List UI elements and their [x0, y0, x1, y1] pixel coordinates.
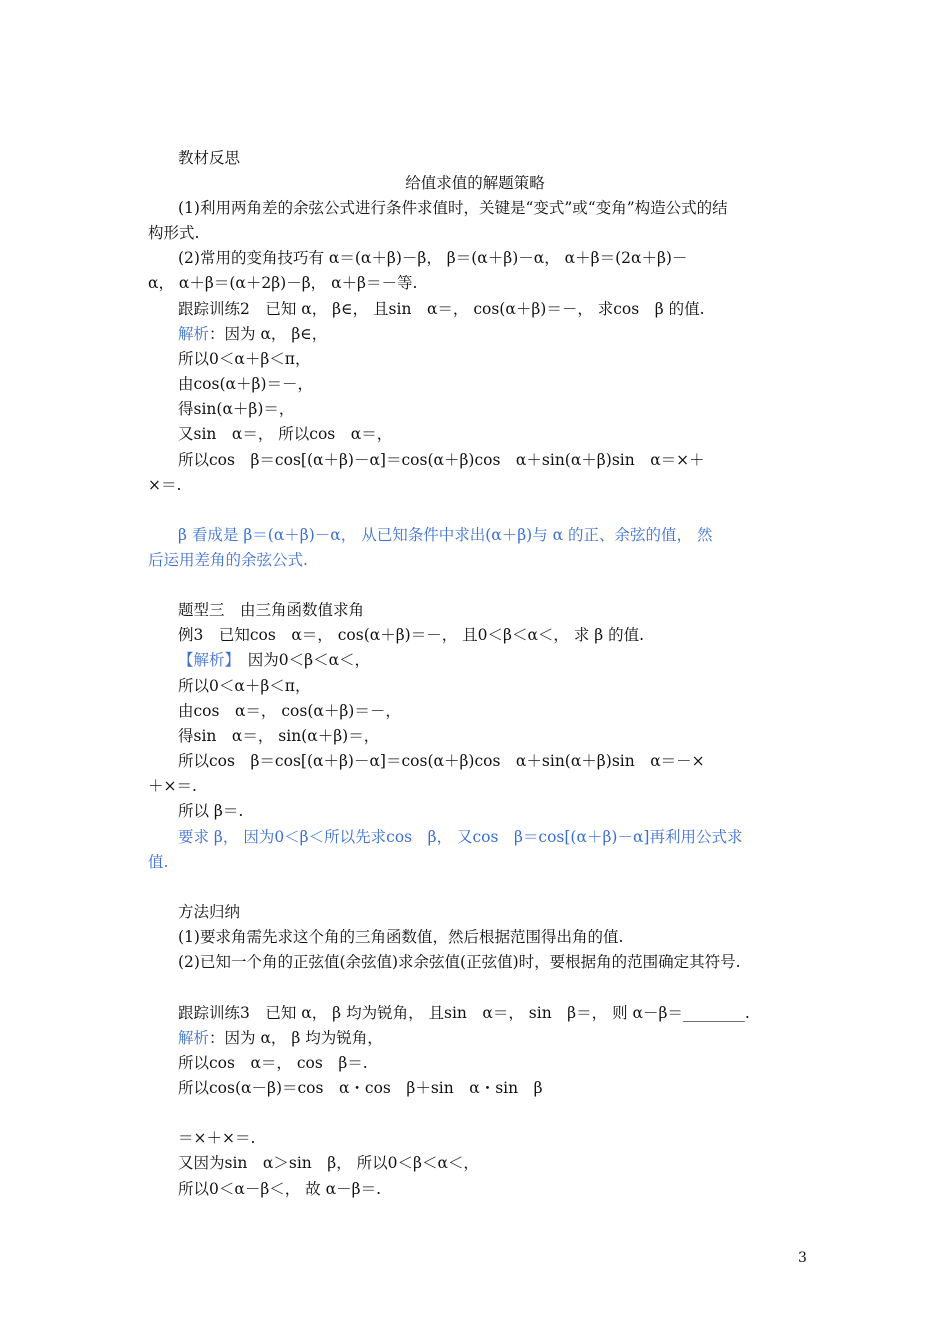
solution-label: 解析	[178, 325, 210, 343]
example3-line: 所以0＜α＋β＜π，	[178, 677, 311, 695]
strategy-point-1a: (1)利用两角差的余弦公式进行条件求值时，关键是“变式”或“变角”构造公式的结	[178, 199, 728, 217]
page-number: 3	[798, 1250, 807, 1266]
type3-heading: 题型三 由三角函数值求角	[178, 601, 365, 619]
example3-solution-first	[178, 649, 370, 671]
strategy-title: 给值求值的解题策略	[405, 174, 545, 192]
track2-line: 所以0＜α＋β＜π，	[178, 350, 311, 368]
track2-line: 所以cos β＝cos[(α＋β)－α]＝cos(α＋β)cos α＋sin(α＋β)sin α＝×＋	[178, 451, 705, 469]
example3-question: 例3 已知cos α＝， cos(α＋β)＝－， 且0＜β＜α＜， 求 β 的值.	[178, 626, 645, 644]
track2-tip-b: 后运用差角的余弦公式.	[148, 551, 308, 569]
example3-tip-b: 值.	[148, 853, 169, 871]
example3-tail: ＋×＝.	[148, 777, 197, 795]
track2-tail: ×＝.	[148, 476, 182, 494]
method-point-1: (1)要求角需先求这个角的三角函数值，然后根据范围得出角的值.	[178, 928, 624, 946]
example3-tip-a: 要求 β， 因为0＜β＜所以先求cos β， 又cos β＝cos[(α＋β)－α]再利用公式求	[178, 828, 743, 846]
solution-text: ：因为 α， β∈，	[209, 325, 328, 343]
track3-line: 所以cos α＝， cos β＝.	[178, 1054, 368, 1072]
track2-tip-a: β 看成是 β＝(α＋β)－α， 从已知条件中求出(α＋β)与 α 的正、余弦的值， 然	[178, 526, 713, 544]
example3-line: 得sin α＝， sin(α＋β)＝，	[178, 727, 380, 745]
example3-line: 由cos α＝， cos(α＋β)＝－，	[178, 702, 401, 720]
reflection-heading: 教材反思	[178, 149, 241, 167]
method-heading: 方法归纳	[178, 903, 241, 921]
track2-line: 得sin(α＋β)＝，	[178, 400, 295, 418]
example3-result: 所以 β＝.	[178, 802, 244, 820]
solution-text: ：因为 α， β 均为锐角，	[209, 1029, 383, 1047]
strategy-point-2a: (2)常用的变角技巧有 α＝(α＋β)－β， β＝(α＋β)－α， α＋β＝(2α＋β)－	[178, 249, 688, 267]
solution-label: 解析	[178, 1029, 210, 1047]
track2-line: 又sin α＝， 所以cos α＝，	[178, 425, 393, 443]
track2-line: 由cos(α＋β)＝－，	[178, 375, 313, 393]
strategy-point-1b: 构形式.	[148, 224, 200, 242]
track3-line: 所以cos(α－β)＝cos α・cos β＋sin α・sin β	[178, 1079, 543, 1097]
solution-text: 因为0＜β＜α＜，	[232, 651, 371, 669]
track3-line: 所以0＜α－β＜， 故 α－β＝.	[178, 1180, 381, 1198]
track3-solution-first	[178, 1027, 383, 1049]
strategy-point-2b: α， α＋β＝(α＋2β)－β， α＋β＝－等.	[148, 274, 418, 292]
solution-label: 【解析】	[178, 651, 233, 669]
track3-line: 又因为sin α＞sin β， 所以0＜β＜α＜，	[178, 1154, 479, 1172]
method-point-2: (2)已知一个角的正弦值(余弦值)求余弦值(正弦值)时，要根据角的范围确定其符号.	[178, 953, 741, 971]
example3-line: 所以cos β＝cos[(α＋β)－α]＝cos(α＋β)cos α＋sin(α＋β)sin α＝－×	[178, 752, 705, 770]
track3-question: 跟踪训练3 已知 α， β 均为锐角， 且sin α＝， sin β＝， 则 α－β＝________.	[178, 1004, 750, 1022]
track3-line: ＝×＋×＝.	[178, 1129, 256, 1147]
track2-solution-first	[178, 323, 327, 345]
track2-question: 跟踪训练2 已知 α， β∈， 且sin α＝， cos(α＋β)＝－， 求cos β 的值.	[178, 300, 705, 318]
